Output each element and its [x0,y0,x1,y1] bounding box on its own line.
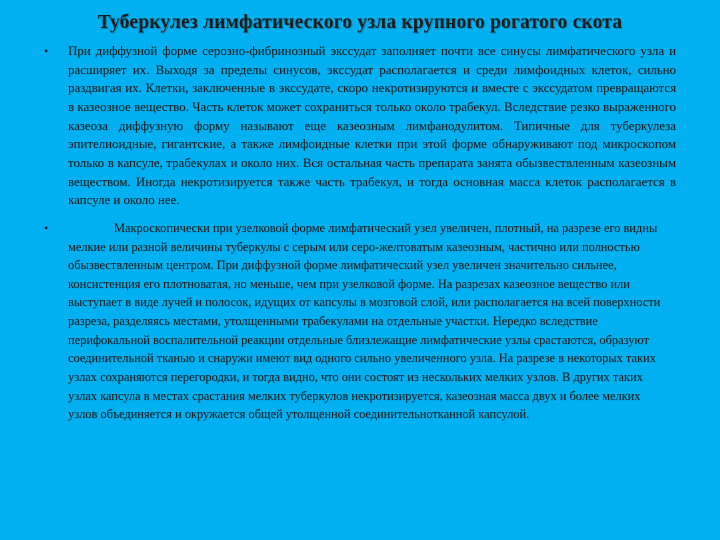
paragraph-diffuse-form: При диффузной форме серозно-фибринозный экссудат заполняет почти все синусы лимфатического узла и расширяет их. Выходя за пределы синусов, экссудат располагается и среди лимфоидных клеток, сильно раздвигая их. Клетки, заключенные в экссудате, скоро некротизируются и вместе с экссудатом превращаются в казеозное вещество. Часть клеток может сохраниться только около трабекул. Вследствие резко выраженного казеоза диффузную форму называют еще казеозным лимфанодулитом. Типичные для туберкулеза эпителиоидные, гигантские, а также лимфоидные клетки при этой форме обнаруживают под микроскопом только в капсуле, трабекулах и около них. Вся остальная часть препарата занята обызвествленным казеозным веществом. Иногда некротизируется также часть трабекул, и тогда основная масса клеток располагается в капсуле и около нее. [68,44,676,208]
bullet-icon: • [44,44,49,58]
slide-content [44,42,676,424]
paragraph-macroscopic: Макроскопически при узелковой форме лимфатический узел увеличен, плотный, на разрезе его видны мелкие или разной величины туберкулы с серым или серо-желтоватым казеозным, частично или полностью обызвествленным центром. При диффузной форме лимфатический узел увеличен значительно сильнее, консистенция его плотноватая, но меньше, чем при узелковой форме. На разрезах казеозное вещество или выступает в виде лучей и полосок, идущих от капсулы в мозговой слой, или располагается на всей поверхности разреза, разделяясь местами, утолщенными трабекулами на отдельные участки. Нередко вследствие перифокальной воспалительной реакции отдельные близлежащие лимфатические узлы срастаются, образуют соединительной тканью и снаружи имеют вид одного сильно увеличенного узла. На разрезе в некоторых таких узлах сохраняются перегородки, и тогда видно, что они состоят из нескольких мелких узлов. В других таких узлах капсула в местах срастания мелких туберкулов некротизируется, казеозная масса двух и более мелких узлов объединяется и окружается общей утолщенной соединительнотканной капсулой. [68,220,661,422]
slide-title: Туберкулез лимфатического узла крупного рогатого скота [97,12,623,33]
bullet-item-diffuse-form [44,42,676,210]
bullet-icon: • [44,220,49,235]
bullet-item-macroscopic [44,219,676,424]
